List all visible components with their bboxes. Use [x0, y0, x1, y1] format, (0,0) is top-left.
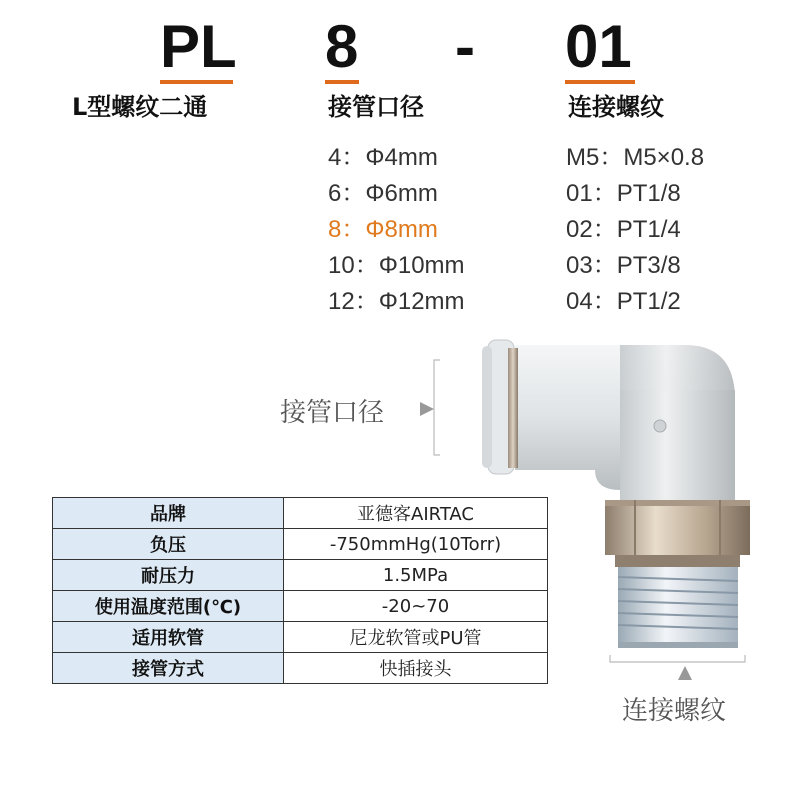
thread-option: 04：PT1/2	[566, 288, 681, 315]
tube-size-caption: 接管口径	[280, 398, 385, 428]
spec-key: 接管方式	[53, 653, 284, 684]
type-label: L型螺纹二通	[72, 93, 208, 121]
spec-value: 1.5MPa	[284, 560, 548, 591]
thread-underline	[565, 80, 635, 84]
thread-option: 03：PT3/8	[566, 252, 681, 279]
thread-caption: 连接螺纹	[622, 696, 727, 726]
spec-value: -750mmHg(10Torr)	[284, 529, 548, 560]
spec-value: 尼龙软管或PU管	[284, 622, 548, 653]
tube-size-options	[328, 140, 465, 320]
spec-key: 品牌	[53, 498, 284, 529]
tube-option: 12：Φ12mm	[328, 288, 465, 315]
spec-key: 使用温度范围(℃)	[53, 591, 284, 622]
spec-value: -20~70	[284, 591, 548, 622]
table-row	[53, 622, 548, 653]
table-row	[53, 529, 548, 560]
thread-options	[566, 140, 704, 320]
prefix-underline	[160, 80, 233, 84]
tube-option: 10：Φ10mm	[328, 252, 465, 279]
thread-option: 02：PT1/4	[566, 216, 681, 243]
spec-key: 适用软管	[53, 622, 284, 653]
spec-value: 快插接头	[284, 653, 548, 684]
spec-key: 耐压力	[53, 560, 284, 591]
table-row	[53, 591, 548, 622]
spec-key: 负压	[53, 529, 284, 560]
tube-option: 6：Φ6mm	[328, 180, 438, 207]
tube-size-label: 接管口径	[328, 93, 424, 121]
table-row	[53, 498, 548, 529]
thread-option: 01：PT1/8	[566, 180, 681, 207]
tube-size-underline	[325, 80, 359, 84]
table-row	[53, 560, 548, 591]
tube-option: 4：Φ4mm	[328, 144, 438, 171]
model-prefix: PL	[160, 13, 237, 80]
spec-value: 亚德客AIRTAC	[284, 498, 548, 529]
tube-option-selected: 8：Φ8mm	[328, 216, 438, 243]
thread-option: M5：M5×0.8	[566, 144, 705, 171]
model-dash: -	[455, 13, 475, 80]
thread-label: 连接螺纹	[568, 93, 664, 121]
model-tube-size: 8	[325, 13, 359, 80]
spec-table	[52, 497, 548, 684]
table-row	[53, 653, 548, 684]
model-thread: 01	[565, 13, 632, 80]
